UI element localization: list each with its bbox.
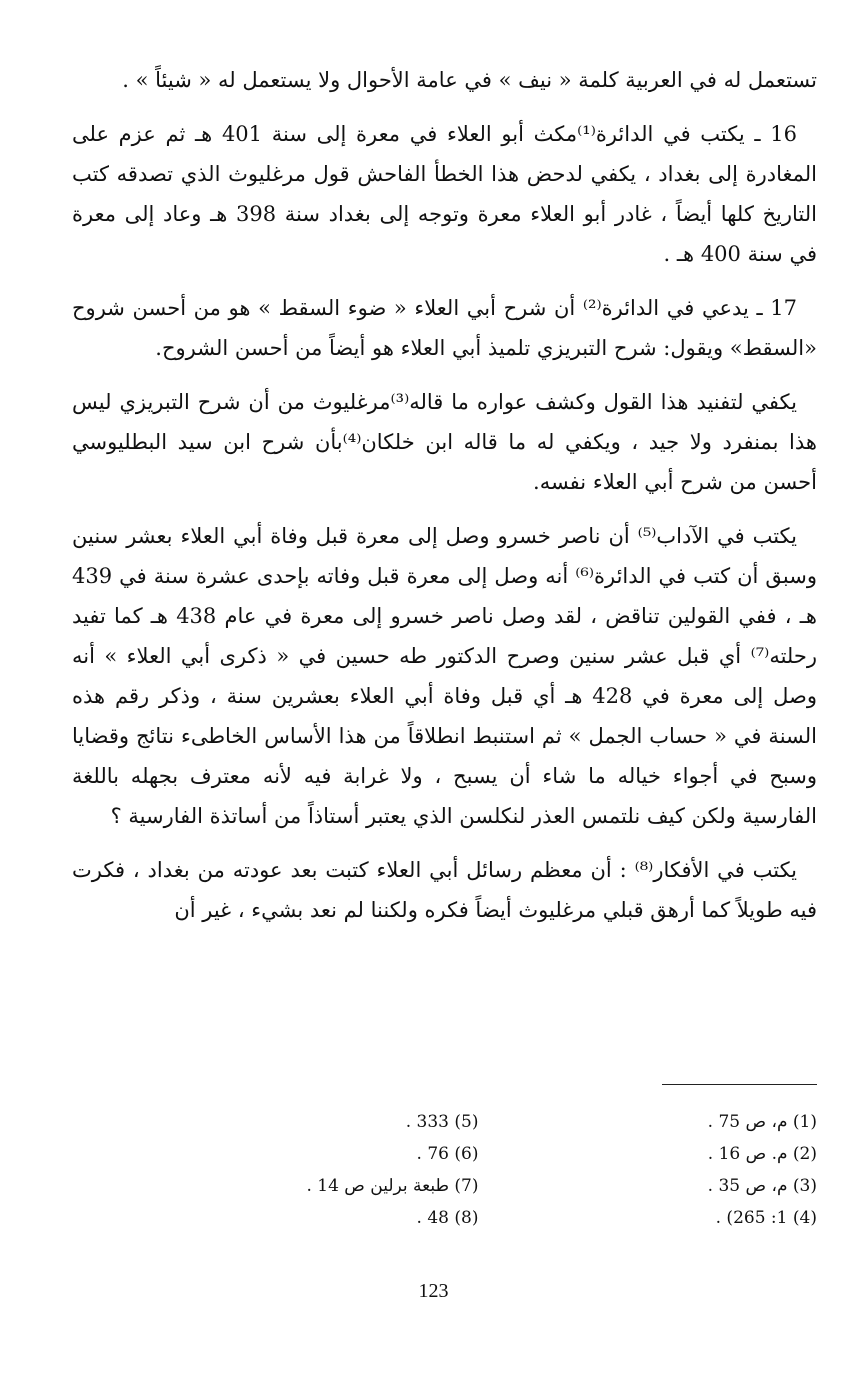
footnote-1: (1) م، ص 75 . (707, 1112, 817, 1132)
paragraph-refutation: يكفي لتفنيد هذا القول وكشف عواره ما قاله⁽³⁾مرغليوث من أن شرح التبريزي ليس هذا بمنفرد ولا جيد ، ويكفي له ما قاله ابن خلكان⁽⁴⁾بأن شرح ابن سيد البطليوسي أحسن من شرح أبي العلاء نفسه. (72, 390, 817, 494)
page-number: 123 (418, 1280, 449, 1302)
footnote-2: (2) م. ص 16 . (707, 1144, 817, 1164)
footnote-5: (5) 333 . (405, 1112, 479, 1132)
paragraph-nasir-khusraw: يكتب في الآداب⁽⁵⁾ أن ناصر خسرو وصل إلى معرة قبل وفاة أبي العلاء بعشر سنين وسبق أن كتب في الدائرة⁽⁶⁾ أنه وصل إلى معرة قبل وفاته بإحدى عشرة سنة في 439 هـ ، ففي القولين تناقض ، لقد وصل ناصر خسرو إلى معرة في عام 438 هـ كما تفيد رحلته⁽⁷⁾ أي قبل عشر سنين وصرح الدكتور طه حسين في « ذكرى أبي العلاء » أنه وصل إلى معرة في 428 هـ أي قبل وفاة أبي العلاء بعشرين سنة ، وذكر رقم هذه السنة في « حساب الجمل » ثم استنبط انطلاقاً من هذا الأساس الخاطىء نتائج وقضايا وسبح في أجواء خياله ما شاء أن يسبح ، ولا غرابة فيه لأنه معترف بجهله باللغة الفارسية ولكن كيف نلتمس العذر لنكلسن الذي يعتبر أستاذاً من أساتذة الفارسية ؟ (72, 524, 818, 828)
footnotes-column-left (140, 1106, 479, 1234)
paragraph-continuation: تستعمل له في العربية كلمة « نيف » في عامة الأحوال ولا يستعمل له « شيئاً » . (122, 68, 817, 92)
footnotes-column-right (479, 1106, 818, 1234)
footnote-3: (3) م، ص 35 . (707, 1176, 817, 1196)
footnote-divider (662, 1084, 817, 1085)
footnote-4: (4) 1: 265) . (715, 1208, 817, 1228)
paragraph-afkar: يكتب في الأفكار⁽⁸⁾ : أن معظم رسائل أبي العلاء كتبت بعد عودته من بغداد ، فكرت فيه طويلاً كما أرهق قبلي مرغليوث أيضاً فكره ولكننا لم نعد بشيء ، غير أن (72, 858, 817, 922)
footnote-8: (8) 48 . (416, 1208, 479, 1228)
footnotes (140, 1106, 817, 1234)
footnote-6: (6) 76 . (416, 1144, 479, 1164)
paragraph-17: 17 ـ يدعي في الدائرة⁽²⁾ أن شرح أبي العلاء « ضوء السقط » هو من أحسن شروح «السقط» ويقول: شرح التبريزي تلميذ أبي العلاء هو أيضاً من أحسن الشروح. (72, 296, 817, 360)
footnote-7: (7) طبعة برلين ص 14 . (306, 1176, 479, 1196)
page-body (72, 60, 817, 944)
paragraph-16: 16 ـ يكتب في الدائرة⁽¹⁾مكث أبو العلاء في معرة إلى سنة 401 هـ ثم عزم على المغادرة إلى بغداد ، يكفي لدحض هذا الخطأ الفاحش قول مرغليوث الذي تصدقه كتب التاريخ كلها أيضاً ، غادر أبو العلاء معرة وتوجه إلى بغداد سنة 398 هـ وعاد إلى معرة في سنة 400 هـ . (72, 122, 817, 266)
